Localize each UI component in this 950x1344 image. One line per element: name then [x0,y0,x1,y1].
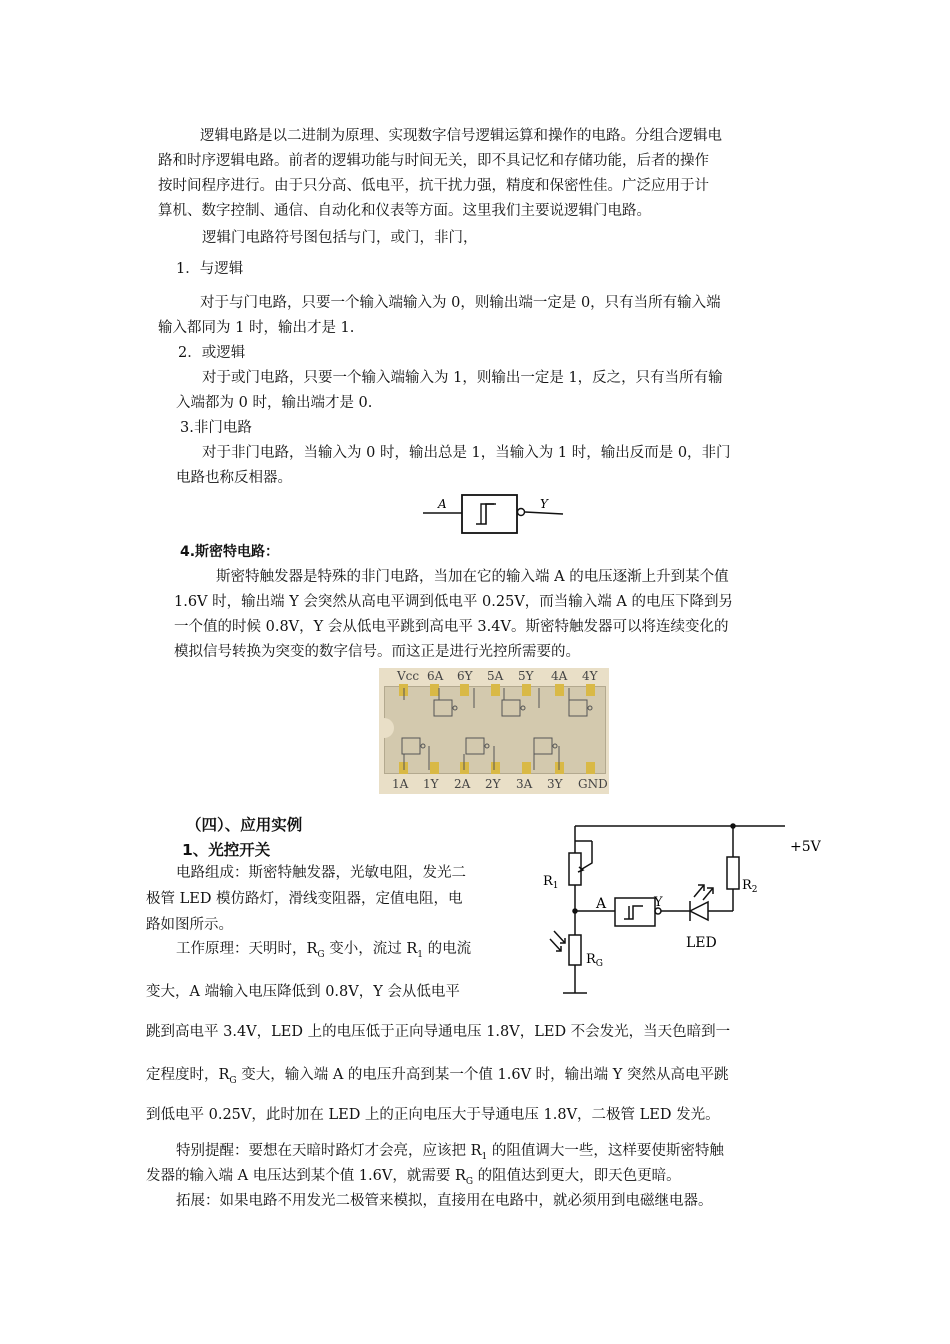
light-switch-circuit [530,815,830,1005]
symbol-input-label: A [438,497,447,511]
or-heading: 2．或逻辑 [178,345,246,361]
composition-line-2: 极管 LED 模仿路灯，滑线变阻器，定值电阻，电 [146,891,463,907]
principle-line-3: 跳到高电平 3.4V，LED 上的电压低于正向导通电压 1.8V，LED 不会发光，当天色暗到一 [146,1024,731,1040]
chip-pin-5y: 5Y [518,669,534,683]
chip-pin-4y: 4Y [582,669,598,683]
intro-line-3: 按时间程序进行。由于只分高、低电平，抗干扰力强，精度和保密性佳。广泛应用于计 [158,178,709,194]
tip-line-2: 发器的输入端 A 电压达到某个值 1.6V，就需要 $R_G$ 的阻值达到更大，即天色更暗。 [146,1168,681,1187]
and-line-1: 对于与门电路，只要一个输入端输入为 0，则输出端一定是 0，只有当所有输入端 [200,295,721,311]
circuit-y-label: Y [654,895,663,910]
composition-line-3: 路如图所示。 [146,917,233,933]
schmitt-line-1: 斯密特触发器是特殊的非门电路，当加在它的输入端 A 的电压逐渐上升到某个值 [216,569,729,585]
section4-title: （四）、应用实例 [186,816,303,834]
schmitt-heading: 4.斯密特电路： [180,544,280,560]
section4-subtitle: 1、光控开关 [182,841,271,859]
and-heading: 1．与逻辑 [176,261,244,277]
circuit-r1-label: $R_1$ [543,874,559,891]
intro-line-2: 路和时序逻辑电路。前者的逻辑功能与时间无关，即不具记忆和存储功能，后者的操作 [158,153,709,169]
intro-line-4: 算机、数字控制、通信、自动化和仪表等方面。这里我们主要说逻辑门电路。 [158,203,651,219]
chip-pin-3y: 3Y [547,777,563,791]
circuit-rg-label: $R_G$ [586,952,603,969]
circuit-vcc-label: +5V [790,839,821,855]
intro-line-5: 逻辑门电路符号图包括与门，或门，非门， [202,230,478,246]
and-line-2: 输入都同为 1 时，输出才是 1. [158,320,355,336]
schmitt-line-3: 一个值的时候 0.8V，Y 会从低电平跳到高电平 3.4V。斯密特触发器可以将连续变化的 [174,619,729,635]
principle-line-1: 工作原理：天明时，$R_G$ 变小，流过 $R_1$ 的电流 [176,941,472,960]
principle-line-5: 到低电平 0.25V，此时加在 LED 上的正向电压大于导通电压 1.8V，二极管 LED 发光。 [146,1107,720,1123]
principle-line-2: 变大，A 端输入电压降低到 0.8V，Y 会从低电平 [146,984,460,1000]
intro-line-1: 逻辑电路是以二进制为原理、实现数字信号逻辑运算和操作的电路。分组合逻辑电 [200,128,722,144]
tip-line-1: 特别提醒：要想在天暗时路灯才会亮，应该把 $R_1$ 的阻值调大一些，这样要使斯密特触 [176,1143,724,1162]
circuit-r2-label: $R_2$ [742,878,758,895]
chip-pin-6a: 6A [427,669,444,683]
extension-line: 拓展：如果电路不用发光二极管来模拟，直接用在电路中，就必须用到电磁继电器。 [176,1193,713,1209]
circuit-led-label: LED [686,935,717,951]
chip-pin-5a: 5A [487,669,504,683]
schmitt-symbol [420,488,570,538]
chip-pin-gnd: GND [578,777,608,791]
chip-pin-2y: 2Y [485,777,501,791]
chip-pin-6y: 6Y [457,669,473,683]
chip-pin-vcc: Vcc [397,669,420,683]
schmitt-line-2: 1.6V 时，输出端 Y 会突然从高电平调到低电平 0.25V，而当输入端 A 的电压下降到另 [174,594,733,610]
chip-pin-1y: 1Y [423,777,439,791]
schmitt-line-4: 模拟信号转换为突变的数字信号。而这正是进行光控所需要的。 [174,644,580,660]
or-line-2: 入端都为 0 时，输出端才是 0. [176,395,373,411]
not-line-1: 对于非门电路，当输入为 0 时，输出总是 1，当输入为 1 时，输出反而是 0，非门 [202,445,731,461]
symbol-output-label: Y [540,497,548,511]
not-heading: 3.非门电路 [180,420,252,436]
composition-line-1: 电路组成：斯密特触发器，光敏电阻，发光二 [176,865,466,881]
chip-pin-3a: 3A [516,777,533,791]
chip-pin-4a: 4A [551,669,568,683]
chip-pin-1a: 1A [392,777,409,791]
not-line-2: 电路也称反相器。 [176,470,292,486]
chip-gates-drawing [384,686,604,772]
or-line-1: 对于或门电路，只要一个输入端输入为 1，则输出一定是 1，反之，只有当所有输 [202,370,723,386]
chip-pin-2a: 2A [454,777,471,791]
principle-line-4: 定程度时，$R_G$ 变大，输入端 A 的电压升高到某一个值 1.6V 时，输出端 Y 突然从高电平跳 [146,1067,729,1086]
circuit-a-label: A [596,896,607,912]
